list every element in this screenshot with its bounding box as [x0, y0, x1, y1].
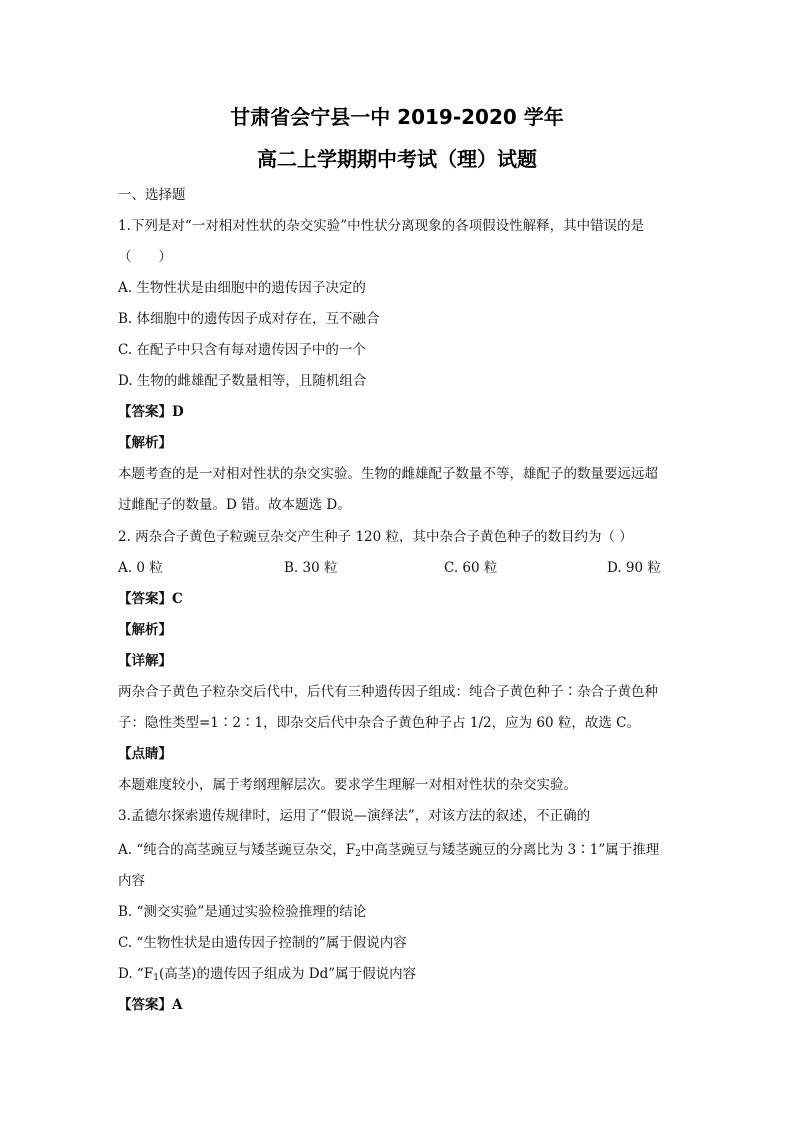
q1-stem-line1: 1.下列是对“一对相对性状的杂交实验”中性状分离现象的各项假设性解释，其中错误的是 [118, 218, 645, 234]
q2-analysis-label: 【解析】 [118, 622, 172, 638]
q3-option-a-line1 [118, 840, 678, 860]
q3-option-d-text-2: (高茎)的遗传因子组成为 Dd”属于假说内容 [158, 966, 417, 982]
q3-option-b: B. “测交实验”是通过实验检验推理的结论 [118, 904, 367, 920]
q1-stem-line2: （ ） [118, 249, 172, 265]
q3-option-a-text-2: 中高茎豌豆与矮茎豌豆的分离比为 3∶1”属于推理 [360, 842, 660, 858]
document-title-line2: 高二上学期期中考试（理）试题 [257, 147, 537, 171]
q1-option-c: C. 在配子中只含有每对遗传因子中的一个 [118, 342, 366, 358]
q2-detail-label: 【详解】 [118, 653, 172, 669]
q2-option-a: A. 0 粒 [118, 560, 163, 576]
section-heading: 一、选择题 [118, 187, 186, 203]
q3-option-a-subscript: 2 [355, 849, 361, 859]
q1-option-a: A. 生物性状是由细胞中的遗传因子决定的 [118, 280, 366, 296]
q2-comment: 本题难度较小，属于考纲理解层次。要求学生理解一对相对性状的杂交实验。 [118, 777, 577, 793]
q2-options-row [118, 558, 678, 578]
q3-option-c: C. “生物性状是由遗传因子控制的”属于假说内容 [118, 935, 407, 951]
q3-option-d [118, 964, 678, 984]
q3-option-a-line2: 内容 [118, 873, 145, 889]
q2-answer: 【答案】C [118, 591, 183, 607]
q1-analysis-line1: 本题考查的是一对相对性状的杂交实验。生物的雌雄配子数量不等，雄配子的数量要远远超 [118, 466, 658, 482]
q1-option-d: D. 生物的雌雄配子数量相等，且随机组合 [118, 373, 367, 389]
q1-analysis-line2: 过雌配子的数量。D 错。故本题选 D。 [118, 497, 351, 513]
q2-stem: 2. 两杂合子黄色子粒豌豆杂交产生种子 120 粒，其中杂合子黄色种子的数目约为（ ） [118, 529, 633, 545]
q3-option-d-subscript: 1 [153, 973, 159, 983]
q2-option-c: C. 60 粒 [444, 560, 498, 576]
q2-detail-line1: 两杂合子黄色子粒杂交后代中，后代有三种遗传因子组成：纯合子黄色种子∶杂合子黄色种 [118, 684, 658, 700]
q1-analysis-label: 【解析】 [118, 435, 172, 451]
q3-answer: 【答案】A [118, 997, 183, 1013]
q1-answer: 【答案】D [118, 404, 184, 420]
q1-option-b: B. 体细胞中的遗传因子成对存在，互不融合 [118, 311, 380, 327]
q2-option-d: D. 90 粒 [607, 560, 661, 576]
q3-option-d-text-1: D. “F [118, 966, 154, 982]
document-title-line1: 甘肃省会宁县一中 2019-2020 学年 [230, 105, 564, 129]
q2-option-b: B. 30 粒 [284, 560, 338, 576]
q2-comment-label: 【点睛】 [118, 746, 172, 762]
q2-detail-line2: 子：隐性类型=1∶2∶1，即杂交后代中杂合子黄色种子占 1/2，应为 60 粒，故选 C。 [118, 715, 640, 731]
q3-option-a-text-1: A. “纯合的高茎豌豆与矮茎豌豆杂交，F [118, 842, 356, 858]
q3-stem: 3.孟德尔探索遗传规律时，运用了“假说—演绎法”，对该方法的叙述，不正确的 [118, 808, 591, 824]
